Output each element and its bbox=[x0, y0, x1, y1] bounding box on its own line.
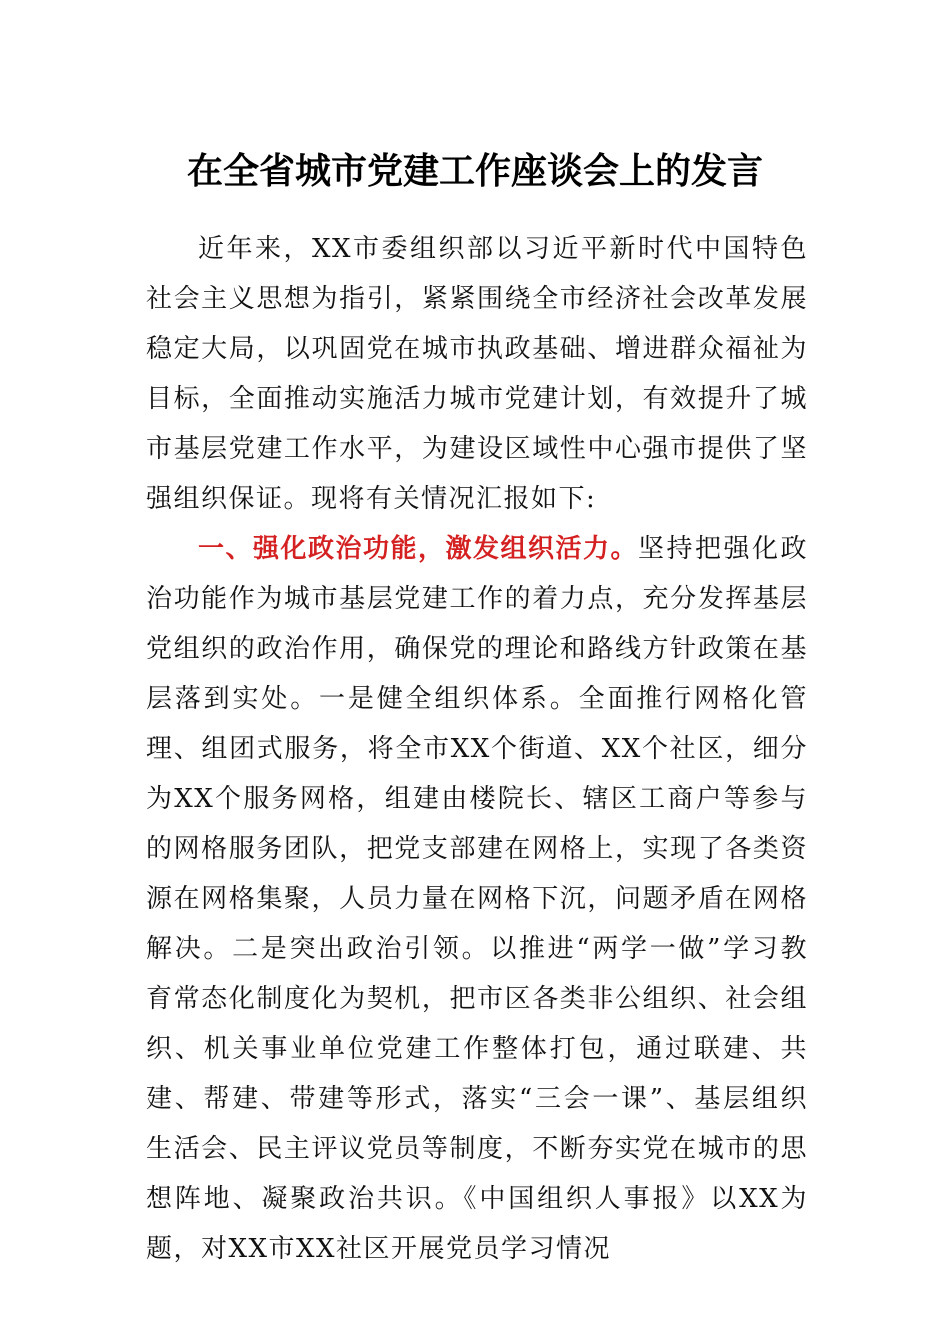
document-body bbox=[146, 224, 808, 1274]
intro-paragraph-text: 近年来，XX市委组织部以习近平新时代中国特色社会主义思想为指引，紧紧围绕全市经济社会改革发展稳定大局，以巩固党在城市执政基础、增进群众福祉为目标，全面推动实施活力城市党建计划，有效提升了城市基层党建工作水平，为建设区域性中心强市提供了坚强组织保证。现将有关情况汇报如下: bbox=[146, 234, 808, 514]
document-title: 在全省城市党建工作座谈会上的发言 bbox=[186, 150, 763, 192]
intro-paragraph bbox=[146, 224, 808, 524]
section-one-text: 坚持把强化政治功能作为城市基层党建工作的着力点，充分发挥基层党组织的政治作用，确保党的理论和路线方针政策在基层落到实处。一是健全组织体系。全面推行网格化管理、组团式服务，将全市XX个街道、XX个社区，细分为XX个服务网格，组建由楼院长、辖区工商户等参与的网格服务团队，把党支部建在网格上，实现了各类资源在网格集聚，人员力量在网格下沉，问题矛盾在网格解决。二是突出政治引领。以推进“两学一做”学习教育常态化制度化为契机，把市区各类非公组织、社会组织、机关事业单位党建工作整体打包，通过联建、共建、帮建、带建等形式，落实“三会一课”、基层组织生活会、民主评议党员等制度，不断夯实党在城市的思想阵地、凝聚政治共识。《中国组织人事报》以XX为题，对XX市XX社区开展党员学习情况 bbox=[146, 534, 808, 1264]
section-one-heading: 一、强化政治功能，激发组织活力。 bbox=[198, 534, 638, 564]
section-one-paragraph bbox=[146, 524, 808, 1274]
